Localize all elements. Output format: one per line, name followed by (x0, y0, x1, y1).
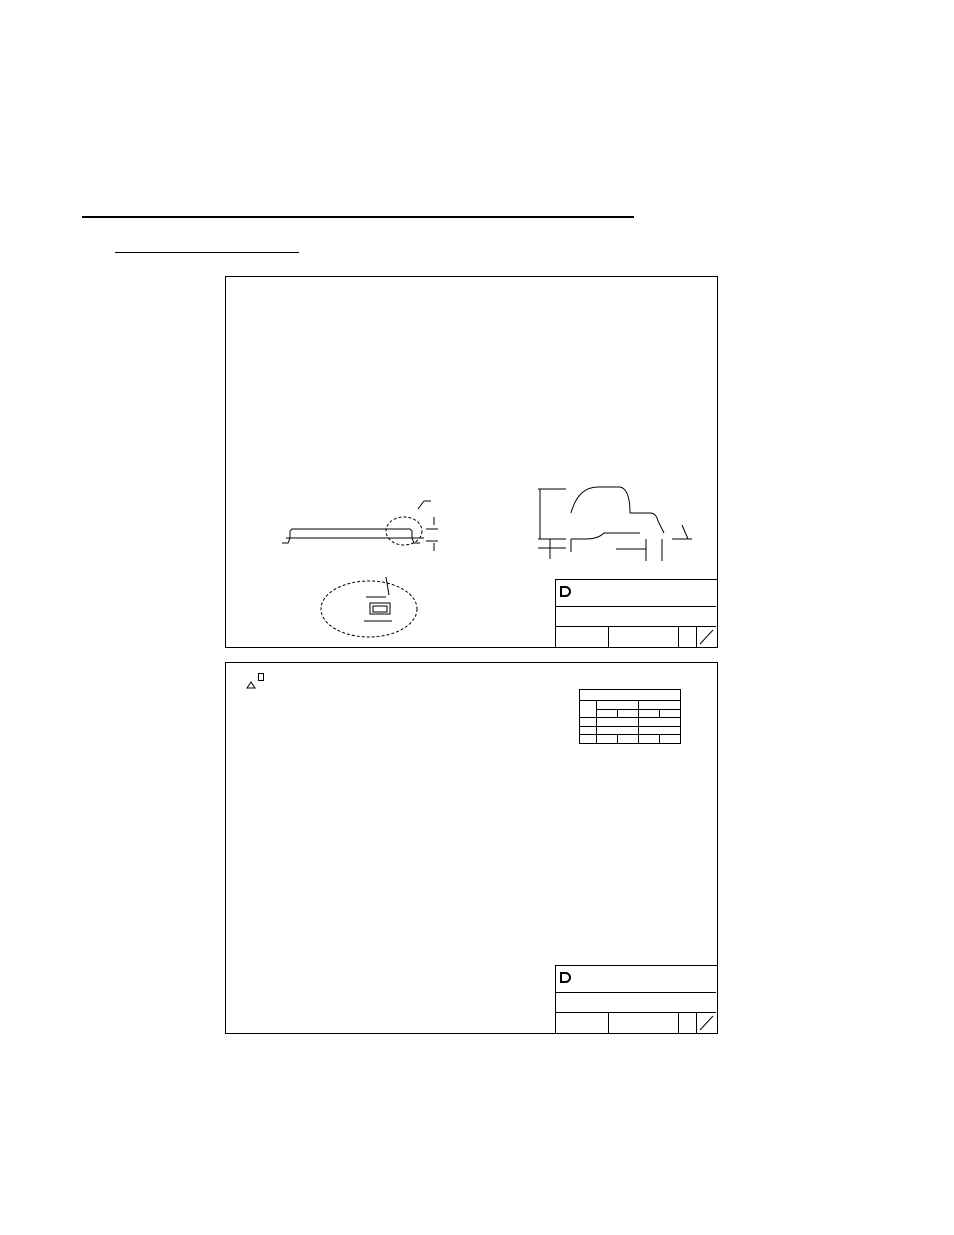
side-view-drawing (282, 501, 438, 637)
package-drawing-sheet (225, 276, 718, 648)
table-cell (660, 735, 681, 744)
variant-header (639, 701, 681, 710)
title-field (556, 606, 716, 627)
table-cell (580, 735, 597, 744)
max-header (618, 709, 639, 718)
table-corner (580, 701, 597, 718)
variant-header (597, 701, 639, 710)
table-cell (580, 718, 597, 727)
table-cell (597, 718, 639, 727)
table-cell (639, 718, 681, 727)
title-block-divider (608, 1012, 609, 1033)
top-rule (82, 216, 634, 218)
dallas-logo-icon (560, 586, 571, 597)
title-field (556, 992, 716, 1013)
title-block-logo (556, 580, 716, 607)
notes-list (232, 671, 264, 681)
rev-slash-icon (697, 627, 716, 647)
note-number (246, 681, 256, 691)
table-row (580, 735, 681, 744)
table-cell (639, 726, 681, 735)
table-cell (597, 735, 618, 744)
jedec-variation-table (579, 689, 681, 744)
table-row (580, 726, 681, 735)
title-block-divider (608, 626, 609, 647)
sub-rule (115, 252, 299, 253)
triangle-note-icon (246, 681, 256, 689)
title-block-logo (556, 966, 716, 993)
rev-slash-icon (697, 1013, 716, 1033)
max-header (660, 709, 681, 718)
table-cell (639, 735, 660, 744)
detail-a-drawing (538, 487, 692, 561)
table-cell (618, 735, 639, 744)
note-2 (232, 672, 264, 681)
datum-symbol (258, 673, 264, 681)
jedec-caption (580, 690, 681, 701)
table-cell (580, 726, 597, 735)
notes-sheet (225, 662, 718, 1034)
title-block (555, 965, 717, 1033)
min-header (597, 709, 618, 718)
table-row (580, 718, 681, 727)
title-block (555, 579, 717, 647)
min-header (639, 709, 660, 718)
dallas-logo-icon (560, 972, 571, 983)
title-block-divider (678, 1012, 679, 1033)
table-cell (597, 726, 639, 735)
title-block-divider (678, 626, 679, 647)
